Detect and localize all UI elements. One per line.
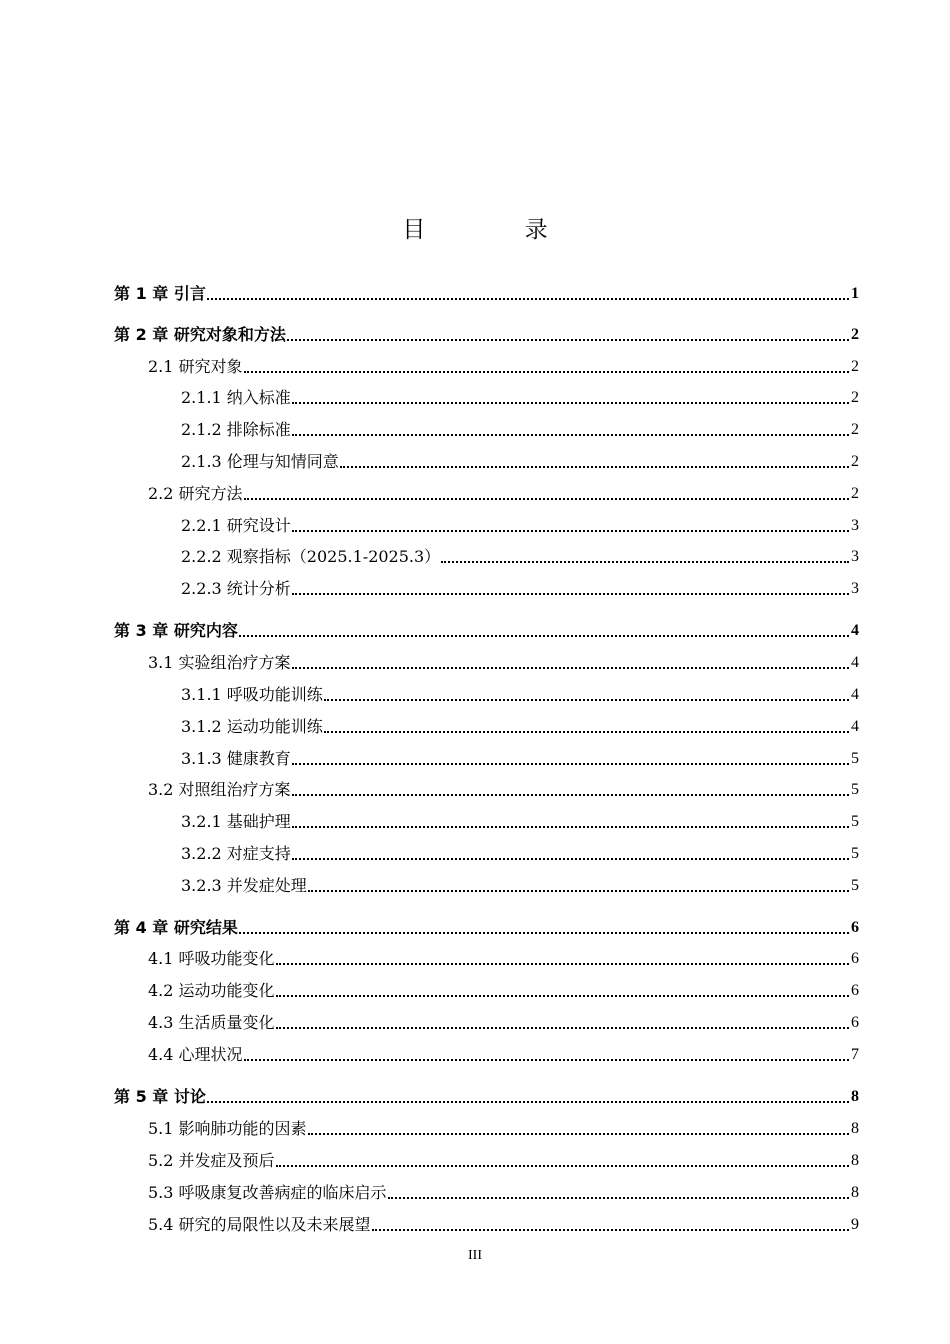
toc-subsection-entry[interactable] <box>181 384 859 408</box>
toc-entry-label: 2.2.1 研究设计 <box>181 516 291 535</box>
dot-leader <box>287 339 849 341</box>
dot-leader <box>388 1197 849 1199</box>
toc-title: 目 录 <box>402 217 594 243</box>
toc-subsection-entry[interactable] <box>181 713 859 737</box>
toc-entry-label: 2.1.1 纳入标准 <box>181 388 291 407</box>
dot-leader <box>292 763 849 765</box>
dot-leader <box>207 298 849 300</box>
toc-entry-page: 5 <box>851 877 859 894</box>
toc-subsection-entry[interactable] <box>181 575 859 599</box>
toc-section-entry[interactable] <box>148 480 859 504</box>
toc-section-entry[interactable] <box>148 353 859 377</box>
toc-entry-label: 5.4 研究的局限性以及未来展望 <box>148 1215 371 1234</box>
toc-entry-label: 4.4 心理状况 <box>148 1045 243 1064</box>
toc-entry-page: 2 <box>851 453 859 470</box>
toc-entry-label: 3.1.1 呼吸功能训练 <box>181 685 323 704</box>
toc-entry-page: 4 <box>851 718 859 735</box>
toc-chapter-entry[interactable] <box>114 280 859 304</box>
toc-section-entry[interactable] <box>148 649 859 673</box>
toc-entry-label: 第 3 章 研究内容 <box>114 621 238 640</box>
page-number: III <box>468 1248 482 1263</box>
toc-entry-label: 第 2 章 研究对象和方法 <box>114 325 286 344</box>
dot-leader <box>372 1229 849 1231</box>
toc-entry-label: 5.3 呼吸康复改善病症的临床启示 <box>148 1183 387 1202</box>
toc-subsection-entry[interactable] <box>181 745 859 769</box>
toc-entry-page: 2 <box>851 421 859 438</box>
toc-entry-label: 3.2.2 对症支持 <box>181 844 291 863</box>
toc-entry-page: 8 <box>851 1152 859 1169</box>
dot-leader <box>441 561 849 563</box>
toc-chapter-entry[interactable] <box>114 321 859 345</box>
toc-subsection-entry[interactable] <box>181 808 859 832</box>
toc-entry-page: 8 <box>851 1120 859 1137</box>
toc-entry-page: 1 <box>851 285 859 302</box>
dot-leader <box>207 1101 849 1103</box>
dot-leader <box>292 434 849 436</box>
toc-entry-label: 2.2.3 统计分析 <box>181 579 291 598</box>
toc-section-entry[interactable] <box>148 1179 859 1203</box>
toc-subsection-entry[interactable] <box>181 681 859 705</box>
toc-section-entry[interactable] <box>148 1009 859 1033</box>
toc-section-entry[interactable] <box>148 945 859 969</box>
toc-entry-page: 2 <box>851 326 859 343</box>
toc-entry-label: 4.2 运动功能变化 <box>148 981 275 1000</box>
toc-chapter-entry[interactable] <box>114 617 859 641</box>
toc-entry-page: 2 <box>851 485 859 502</box>
toc-subsection-entry[interactable] <box>181 872 859 896</box>
toc-chapter-entry[interactable] <box>114 914 859 938</box>
dot-leader <box>292 667 849 669</box>
toc-entry-page: 3 <box>851 580 859 597</box>
dot-leader <box>292 593 849 595</box>
toc-entry-page: 5 <box>851 781 859 798</box>
toc-entry-page: 4 <box>851 686 859 703</box>
dot-leader <box>244 371 849 373</box>
dot-leader <box>239 635 849 637</box>
toc-entry-label: 2.1 研究对象 <box>148 357 243 376</box>
toc-entry-page: 9 <box>851 1216 859 1233</box>
dot-leader <box>276 963 849 965</box>
dot-leader <box>292 402 849 404</box>
dot-leader <box>244 1059 849 1061</box>
toc-entry-page: 3 <box>851 548 859 565</box>
toc-entry-page: 2 <box>851 358 859 375</box>
dot-leader <box>244 498 849 500</box>
toc-subsection-entry[interactable] <box>181 448 859 472</box>
toc-entry-label: 3.2 对照组治疗方案 <box>148 780 291 799</box>
dot-leader <box>324 699 849 701</box>
toc-section-entry[interactable] <box>148 1041 859 1065</box>
toc-entry-page: 6 <box>851 1014 859 1031</box>
toc-entry-label: 3.1.3 健康教育 <box>181 749 291 768</box>
dot-leader <box>239 932 849 934</box>
toc-entry-page: 5 <box>851 750 859 767</box>
toc-chapter-entry[interactable] <box>114 1083 859 1107</box>
toc-subsection-entry[interactable] <box>181 512 859 536</box>
dot-leader <box>292 530 849 532</box>
toc-section-entry[interactable] <box>148 1115 859 1139</box>
toc-entry-label: 第 4 章 研究结果 <box>114 918 238 937</box>
dot-leader <box>276 1027 849 1029</box>
toc-section-entry[interactable] <box>148 1211 859 1235</box>
dot-leader <box>276 1165 849 1167</box>
toc-entry-page: 6 <box>851 919 859 936</box>
toc-entry-label: 第 5 章 讨论 <box>114 1087 206 1106</box>
toc-entry-page: 5 <box>851 845 859 862</box>
toc-entry-label: 2.1.2 排除标准 <box>181 420 291 439</box>
toc-entry-label: 5.1 影响肺功能的因素 <box>148 1119 307 1138</box>
toc-entry-page: 7 <box>851 1046 859 1063</box>
toc-entry-label: 3.1 实验组治疗方案 <box>148 653 291 672</box>
toc-entry-label: 第 1 章 引言 <box>114 284 206 303</box>
toc-subsection-entry[interactable] <box>181 543 859 567</box>
toc-entry-label: 4.1 呼吸功能变化 <box>148 949 275 968</box>
toc-section-entry[interactable] <box>148 977 859 1001</box>
toc-entry-page: 4 <box>851 654 859 671</box>
dot-leader <box>292 794 849 796</box>
toc-entry-page: 6 <box>851 982 859 999</box>
toc-entry-page: 4 <box>851 622 859 639</box>
dot-leader <box>340 466 849 468</box>
toc-entry-label: 3.2.1 基础护理 <box>181 812 291 831</box>
toc-entry-label: 5.2 并发症及预后 <box>148 1151 275 1170</box>
toc-entry-label: 3.2.3 并发症处理 <box>181 876 307 895</box>
toc-subsection-entry[interactable] <box>181 840 859 864</box>
toc-entry-label: 2.2 研究方法 <box>148 484 243 503</box>
dot-leader <box>324 731 849 733</box>
toc-entry-page: 5 <box>851 813 859 830</box>
toc-entry-label: 2.1.3 伦理与知情同意 <box>181 452 339 471</box>
toc-section-entry[interactable] <box>148 776 859 800</box>
toc-entry-page: 8 <box>851 1088 859 1105</box>
toc-entry-page: 3 <box>851 517 859 534</box>
toc-entry-page: 8 <box>851 1184 859 1201</box>
dot-leader <box>292 826 849 828</box>
toc-entry-label: 4.3 生活质量变化 <box>148 1013 275 1032</box>
toc-section-entry[interactable] <box>148 1147 859 1171</box>
toc-subsection-entry[interactable] <box>181 416 859 440</box>
dot-leader <box>308 890 849 892</box>
toc-entry-page: 2 <box>851 389 859 406</box>
dot-leader <box>276 995 849 997</box>
toc-entry-label: 3.1.2 运动功能训练 <box>181 717 323 736</box>
toc-entry-label: 2.2.2 观察指标（2025.1-2025.3） <box>181 547 441 566</box>
dot-leader <box>292 858 849 860</box>
toc-entry-page: 6 <box>851 950 859 967</box>
dot-leader <box>308 1133 849 1135</box>
